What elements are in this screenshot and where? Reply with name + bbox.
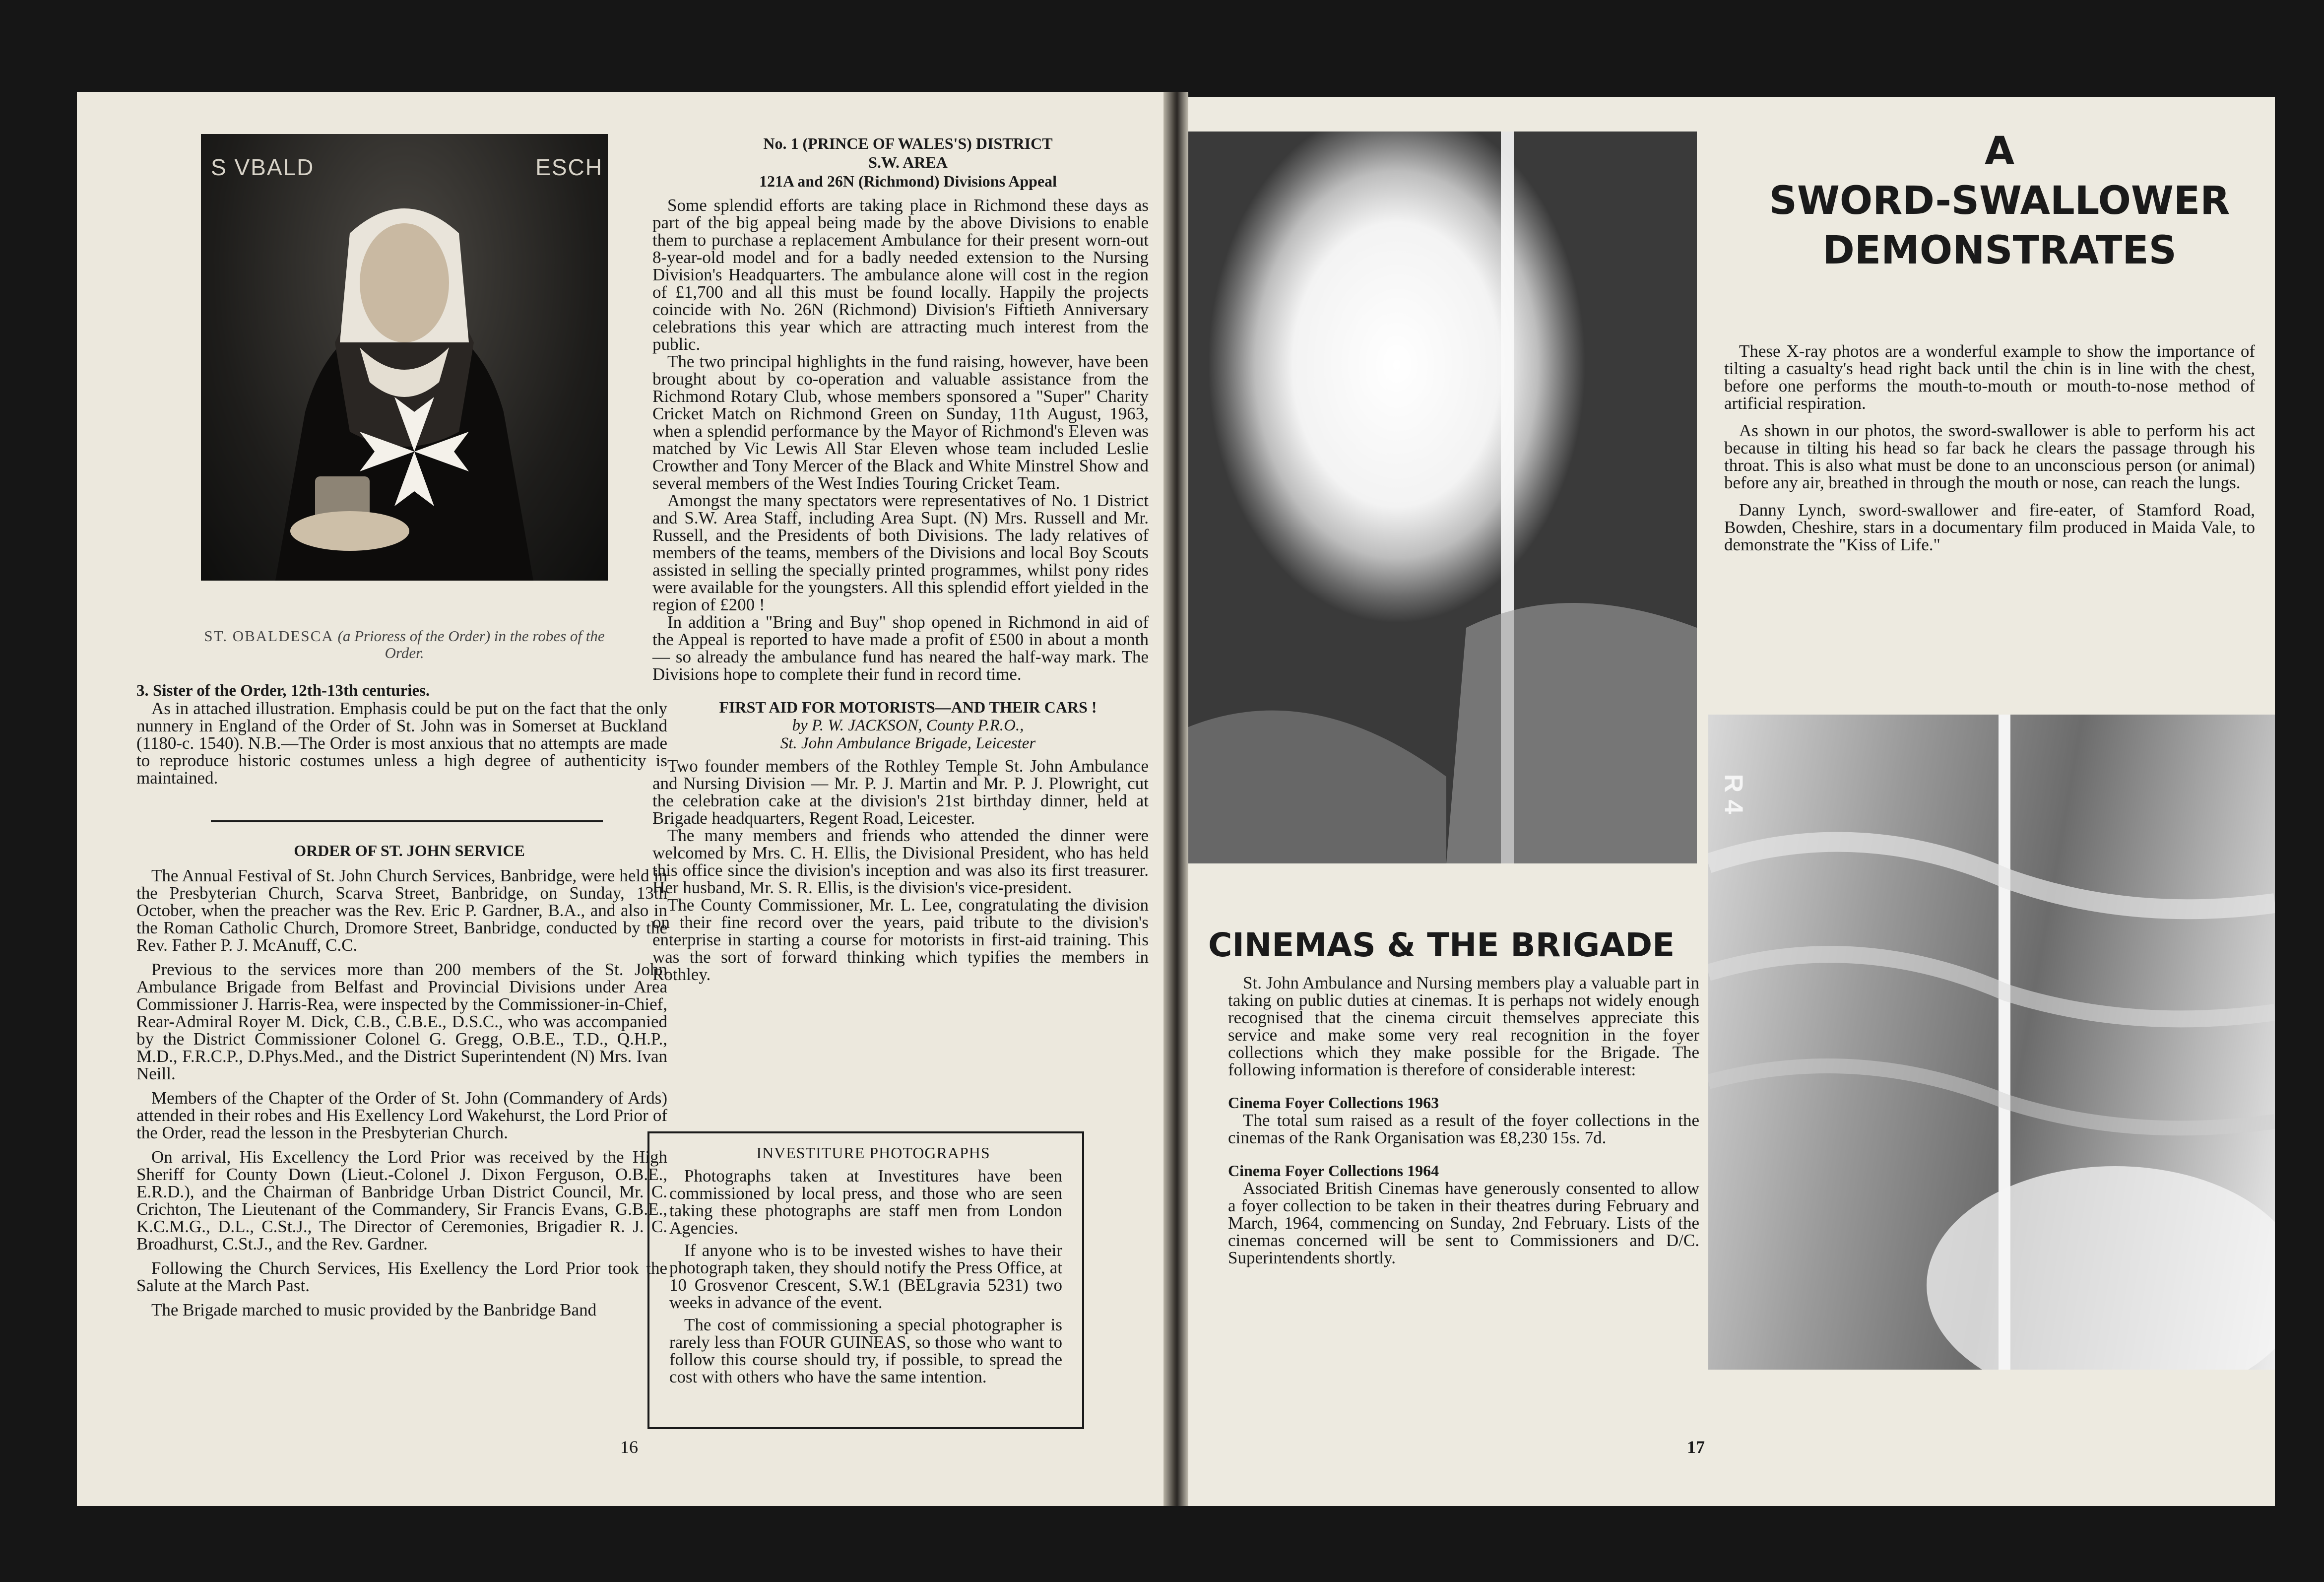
district-para-3: Amongst the many spectators were representatives of No. 1 District and S.W. Area Staff, including Area Supt. (N) Mrs. Russell and Mr. Russell, and the Presidents of both Divisions. The lady relatives of members of the teams, members of the Divisions and local Boy Scouts assisted in selling the specially printed programmes, whilst pony rides were available for the youngsters. All this splendid effort yielded in the region of £200 !	[652, 491, 1149, 614]
portrait-figure	[201, 134, 608, 581]
cinemas-intro: St. John Ambulance and Nursing members play a valuable part in taking on public duties at cinemas. It is perhaps not widely enough recognised that the cinema circuit themselves appreciate this service and make some very real recognition in the foyer collections which they make possible for the Brigade. The following information is therefore of considerable interest:	[1228, 973, 1699, 1079]
page-number-right: 17	[1687, 1437, 1705, 1457]
cinemas-text-1964: Associated British Cinemas have generously consented to allow a foyer collection to be taken in their theatres during February and March, 1964, commencing on Sunday, 2nd February. Lists of the cinemas concerned will be sent to Commissioners and D/C. Superintendents shortly.	[1228, 1179, 1699, 1267]
sister-section	[136, 682, 667, 787]
book-spine	[1163, 92, 1188, 1506]
sword-para-2: As shown in our photos, the sword-swallower is able to perform his act because in tilting his head so far back he clears the passage through his throat. This is also what must be done to an unconscious person (or animal) before any air, breathed in through the mouth or nose, can reach the lungs.	[1724, 421, 2255, 492]
cinemas-title: CINEMAS & THE BRIGADE	[1208, 926, 1675, 964]
district-para-1: Some splendid efforts are taking place in Richmond these days as part of the big appeal being made by the above Divisions to enable them to purchase a replacement Ambulance for their present worn-out 8-year-old model and for a badly needed extension to the Nursing Division's Headquarters. The ambulance alone will cost in the region of £1,700 and all this must be found locally. Happily the projects coincide with No. 26N (Richmond) Division's Fiftieth Anniversary celebrations this year which are attracting much interest from the public.	[652, 196, 1149, 354]
motorists-para-3: The County Commissioner, Mr. L. Lee, congratulating the division on their fine record over the years, paid tribute to the division's enterprise in starting a course for motorists in first-aid training. This was the sort of forward thinking which typifies the members in Rothley.	[652, 895, 1149, 984]
right-page	[1188, 97, 2275, 1506]
sister-heading: 3. Sister of the Order, 12th-13th centuries.	[136, 682, 430, 700]
caption-name: ST. OBALDESCA	[204, 627, 334, 645]
xray-photo-head	[1188, 132, 1697, 863]
sword-title-a: A	[1984, 129, 2015, 174]
cinemas-subheading-1963: Cinema Foyer Collections 1963	[1228, 1094, 1439, 1112]
portrait-lettering-right: ESCH	[535, 154, 603, 180]
sword-title-3: DEMONSTRATES	[1822, 228, 2177, 273]
xray-marker-label: R 4	[1719, 774, 1748, 814]
sword-para-1: These X-ray photos are a wonderful example to show the importance of tilting a casualty's head right back until the chin is in line with the chest, before one performs the mouth-to-mouth or mouth-to-nose method of artificial respiration.	[1724, 341, 2255, 413]
service-heading: ORDER OF ST. JOHN SERVICE	[294, 842, 525, 859]
service-para-6: The Brigade marched to music provided by the Banbridge Band	[151, 1300, 597, 1319]
divider-rule	[211, 820, 603, 822]
service-para-4: On arrival, His Excellency the Lord Prior was received by the High Sheriff for County Down (Lieut.-Colonel J. Dixon Ferguson, O.B.E., E.R.D.), and the Chairman of Banbridge Urban District Council, Mr. C. Crichton, The Lieutenant of the Commandery, Sir Francis Evans, G.B.E., K.C.M.G., D.L., C.St.J., The Director of Ceremonies, Brigadier R. J. C. Broadhurst, C.St.J., and the Rev. Gardner.	[136, 1147, 667, 1253]
cinemas-text-1963: The total sum raised as a result of the foyer collections in the cinemas of the Rank Organisation was £8,230 15s. 7d.	[1228, 1111, 1699, 1147]
service-para-5: Following the Church Services, His Exellency the Lord Prior took the Salute at the March Past.	[136, 1258, 667, 1295]
service-para-3: Members of the Chapter of the Order of St. John (Commandery of Ards) attended in their robes and His Exellency Lord Wakehurst, the Lord Prior of the Order, read the lesson in the Presbyterian Church.	[136, 1088, 667, 1142]
cinemas-subheading-1964: Cinema Foyer Collections 1964	[1228, 1162, 1439, 1180]
motorists-para-2: The many members and friends who attended the dinner were welcomed by Mrs. C. H. Ellis, the Divisional President, who has held this office since the division's inception and was also its first treasurer. Her husband, Mr. S. R. Ellis, is the division's vice-president.	[652, 826, 1149, 897]
page-number: 16	[620, 1437, 638, 1457]
district-appeal-heading: 121A and 26N (Richmond) Divisions Appeal	[759, 172, 1057, 190]
district-heading: No. 1 (PRINCE OF WALES'S) DISTRICT	[763, 134, 1053, 152]
portrait-image	[201, 134, 608, 581]
caption-description: (a Prioress of the Order) in the robes of the Order.	[337, 627, 605, 661]
service-para-1: The Annual Festival of St. John Church Services, Banbridge, were held in the Presbyterian Church, Scarva Street, Banbridge, on Sunday, 13th October, when the preacher was the Rev. Eric P. Gardner, B.A., and also in the Roman Catholic Church, Dromore Street, Banbridge, conducted by the Rev. Father P. J. McAnuff, C.C.	[136, 866, 667, 955]
cinemas-section	[1208, 925, 1699, 1266]
sword-title: SWORD-SWALLOWER	[1769, 179, 2230, 223]
xray-sword-upper	[1188, 132, 1697, 863]
district-para-2: The two principal highlights in the fund raising, however, have been brought about by co-operation and valuable assistance from the Richmond Rotary Club, whose members sponsored a "Super" Charity Cricket Match on Richmond Green on Sunday, 11th August, 1963, when a splendid performance by the Mayor of Richmond's Eleven was matched by Vic Lewis All Star Eleven whose team included Leslie Crowther and Tony Mercer of the Black and White Minstrel Show and several members of the West Indies Touring Cricket Team.	[652, 352, 1149, 493]
xray-photo-chest	[1708, 715, 2275, 1370]
investiture-box	[647, 1131, 1084, 1429]
investiture-heading: INVESTITURE PHOTOGRAPHS	[756, 1144, 990, 1162]
investiture-para-3: The cost of commissioning a special photographer is rarely less than FOUR GUINEAS, so those who want to follow this course should try, if possible, to spread the cost with others who have the same intention.	[669, 1315, 1062, 1386]
service-section	[136, 841, 667, 1318]
motorists-para-1: Two founder members of the Rothley Temple St. John Ambulance and Nursing Division — Mr. P. J. Martin and Mr. P. J. Plowright, cut the celebration cake at the division's 21st birthday dinner, held at Brigade headquarters, Regent Road, Leicester.	[652, 756, 1149, 828]
motorists-byline-2: St. John Ambulance Brigade, Leicester	[780, 734, 1036, 752]
district-area: S.W. AREA	[868, 153, 948, 171]
sword-body	[1724, 342, 2255, 553]
motorists-byline: by P. W. JACKSON, County P.R.O.,	[792, 717, 1024, 734]
district-para-4: In addition a "Bring and Buy" shop opened in Richmond in aid of the Appeal is reported to have made a profit of £500 in about a month — so already the ambulance fund has neared the half-way mark. The Divisions hope to complete their fund in record time.	[652, 612, 1149, 684]
portrait-caption	[201, 628, 608, 661]
sword-para-3: Danny Lynch, sword-swallower and fire-eater, of Stamford Road, Bowden, Cheshire, stars in a documentary film produced in Maida Vale, to demonstrate the "Kiss of Life."	[1724, 500, 2255, 554]
sister-body: As in attached illustration. Emphasis could be put on the fact that the only nunnery in England of the Order of St. John was in Somerset at Buckland (1180-c. 1540). N.B.—The Order is most anxious that no attempts are made to reproduce historic costumes unless a high degree of authenticity is maintained.	[136, 699, 667, 788]
investiture-para-1: Photographs taken at Investitures have been commissioned by local press, and those who are seen taking these photographs are staff men from London Agencies.	[669, 1166, 1062, 1238]
service-para-2: Previous to the services more than 200 members of the St. John Ambulance Brigade from Belfast and Provincial Divisions under Area Commissioner J. Harris-Rea, were inspected by the Commissioner-in-Chief, Rear-Admiral Royer M. Dick, C.B., C.B.E., D.S.C., who was accompanied by the District Commissioner Colonel G. Gregg, O.B.E., T.D., Q.H.P., M.D., F.R.C.P., D.Phys.Med., and the District Superintendent (N) Mrs. Ivan Neill.	[136, 960, 667, 1083]
district-section	[652, 134, 1149, 983]
motorists-heading: FIRST AID FOR MOTORISTS—AND THEIR CARS !	[719, 698, 1097, 716]
sword-title-block	[1734, 127, 2250, 275]
portrait-lettering-left: S VBALD	[211, 154, 315, 180]
left-page	[77, 92, 1163, 1506]
xray-sword-chest	[1708, 715, 2275, 1370]
investiture-para-2: If anyone who is to be invested wishes to have their photograph taken, they should notify the Press Office, at 10 Grosvenor Crescent, S.W.1 (BELgravia 5231) two weeks in advance of the event.	[669, 1241, 1062, 1312]
